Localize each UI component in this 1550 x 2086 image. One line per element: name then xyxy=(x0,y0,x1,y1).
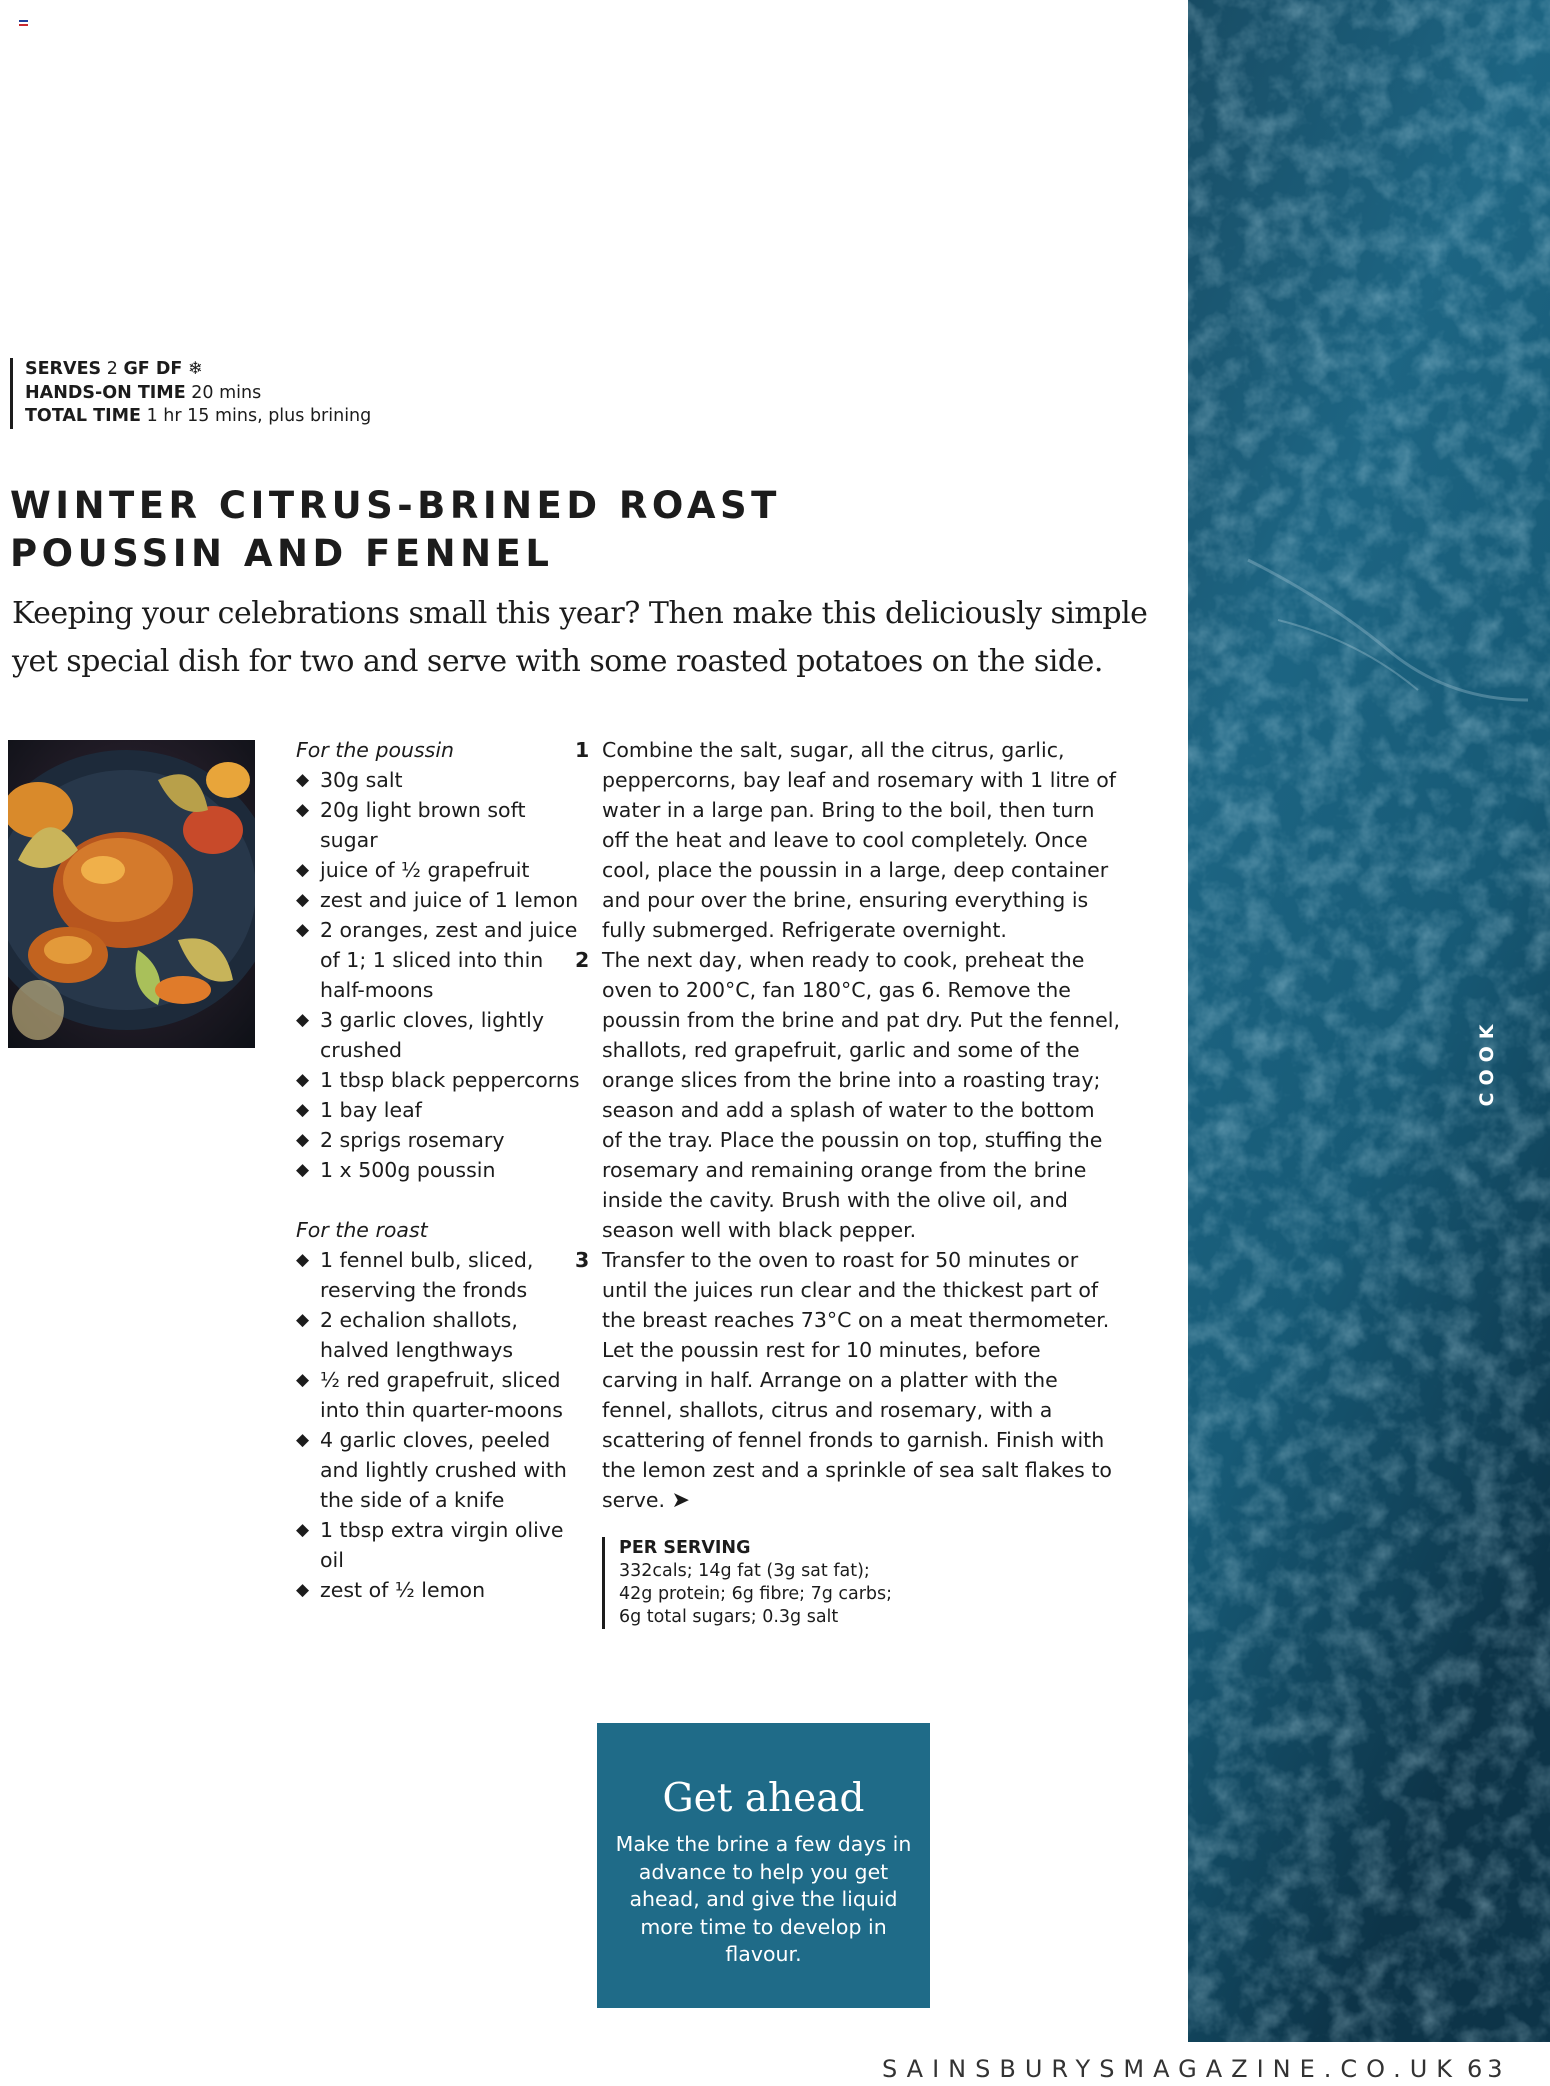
diet-labels: GF DF xyxy=(123,359,183,379)
hands-on-value: 20 mins xyxy=(191,382,262,403)
title-line: WINTER CITRUS-BRINED ROAST xyxy=(10,484,781,527)
total-time-row xyxy=(25,405,371,429)
continue-arrow-icon: ➤ xyxy=(671,1488,690,1513)
step-text: Combine the salt, sugar, all the citrus, garlic, peppercorns, bay leaf and rosemary with 1 litre of water in a large pan. Bring to the boil, then turn off the heat and leave to cool completely. Once cool, place the poussin in a large, deep container and pour over the brine, ensuring everything is fully submerged. Refrigerate overnight. xyxy=(602,738,1117,942)
intro-line: Keeping your celebrations small this year? Then make this deliciously simple xyxy=(12,596,1148,631)
nutrition-line: 6g total sugars; 0.3g salt xyxy=(619,1607,839,1627)
nutrition-line: 42g protein; 6g fibre; 7g carbs; xyxy=(619,1584,893,1604)
step-text: Transfer to the oven to roast for 50 minutes or until the juices run clear and the thickest part of the breast reaches 73°C on a meat thermometer. Let the poussin rest for 10 minutes, before carving in half. Arrange on a platter with the fennel, shallots, citrus and rosemary, with a scattering of fennel fronds to garnish. Finish with the lemon zest and a sprinkle of sea salt flakes to serve. xyxy=(602,1248,1112,1512)
ingredient-item: ◆ 4 garlic cloves, peeled and lightly crushed with the side of a knife xyxy=(296,1425,586,1515)
title-line: POUSSIN AND FENNEL xyxy=(10,532,554,575)
ingredient-item: ◆ juice of ½ grapefruit xyxy=(296,855,586,885)
ingredient-text: 20g light brown soft sugar xyxy=(320,798,526,852)
poussin-ingredient-list xyxy=(296,765,586,1185)
nutrition-heading: PER SERVING xyxy=(619,1538,751,1558)
nutrition-line: 332cals; 14g fat (3g sat fat); xyxy=(619,1561,870,1581)
ingredient-item: ◆ 2 sprigs rosemary xyxy=(296,1125,586,1155)
recipe-title xyxy=(10,482,1010,578)
poussin-ingredients-heading: For the poussin xyxy=(296,738,455,762)
hands-on-label: HANDS-ON TIME xyxy=(25,382,186,403)
ingredient-item: ◆ 30g salt xyxy=(296,765,586,795)
nutrition-info xyxy=(602,1537,892,1629)
step-number: 1 xyxy=(575,738,590,762)
roast-ingredient-list xyxy=(296,1245,586,1605)
page-number: 63 xyxy=(1467,2055,1508,2083)
total-time-label: TOTAL TIME xyxy=(25,406,141,426)
step-number: 3 xyxy=(575,1248,590,1272)
get-ahead-text: Make the brine a few days in advance to help you get ahead, and give the liquid more time to develop in flavour. xyxy=(615,1832,912,1966)
footer-site: SAINSBURYSMAGAZINE.CO.UK xyxy=(882,2055,1462,2083)
ingredient-item xyxy=(296,795,586,855)
recipe-intro xyxy=(12,590,1148,686)
get-ahead-box xyxy=(597,1723,930,2008)
ingredient-item: ◆ zest and juice of 1 lemon xyxy=(296,885,586,915)
ingredient-item: ◆ 3 garlic cloves, lightly crushed xyxy=(296,1005,586,1065)
get-ahead-title: Get ahead xyxy=(662,1776,865,1821)
serves-row xyxy=(25,358,371,382)
intro-line: yet special dish for two and serve with some roasted potatoes on the side. xyxy=(12,644,1103,679)
ingredient-item: ◆ 1 fennel bulb, sliced, reserving the fronds xyxy=(296,1245,586,1305)
step-number: 2 xyxy=(575,948,590,972)
snowflake-icon: ❄ xyxy=(187,359,203,379)
ingredient-item: ◆ 1 x 500g poussin xyxy=(296,1155,586,1185)
ingredient-item: ◆ 2 echalion shallots, halved lengthways xyxy=(296,1305,586,1365)
ingredient-item: ◆ 2 oranges, zest and juice of 1; 1 sliced into thin half-moons xyxy=(296,915,586,1005)
method-step xyxy=(575,735,1120,945)
ingredient-item: ◆ zest of ½ lemon xyxy=(296,1575,586,1605)
flag-icon xyxy=(19,20,28,26)
recipe-meta xyxy=(10,358,371,429)
hands-on-row xyxy=(25,382,371,406)
ingredients-column xyxy=(296,735,586,1605)
section-tab-label: COOK xyxy=(1476,1017,1498,1107)
ingredient-item: ◆ 1 bay leaf xyxy=(296,1095,586,1125)
serves-label: SERVES xyxy=(25,359,102,379)
step-text: The next day, when ready to cook, preheat the oven to 200°C, fan 180°C, gas 6. Remove the poussin from the brine and pat dry. Put the fennel, shallots, red grapefruit, garlic and some of the orange slices from the brine into a roasting tray; season and add a splash of water to the bottom of the tray. Place the poussin on top, stuffing the rosemary and remaining orange from the brine inside the cavity. Brush with the olive oil, and season well with black pepper. xyxy=(602,948,1120,1242)
dish-photo xyxy=(8,740,255,1048)
ingredient-item: ◆ 1 tbsp extra virgin olive oil xyxy=(296,1515,586,1575)
serves-value: 2 xyxy=(106,359,118,379)
method-step xyxy=(575,945,1120,1245)
roast-ingredients-heading: For the roast xyxy=(296,1218,428,1242)
method-step xyxy=(575,1245,1120,1516)
ingredient-item: ◆ ½ red grapefruit, sliced into thin quarter-moons xyxy=(296,1365,586,1425)
poussin-dish-illustration xyxy=(8,740,255,1048)
total-time-value: 1 hr 15 mins, plus brining xyxy=(146,406,372,426)
ingredient-item: ◆ 1 tbsp black peppercorns xyxy=(296,1065,586,1095)
method-column xyxy=(575,735,1120,1516)
